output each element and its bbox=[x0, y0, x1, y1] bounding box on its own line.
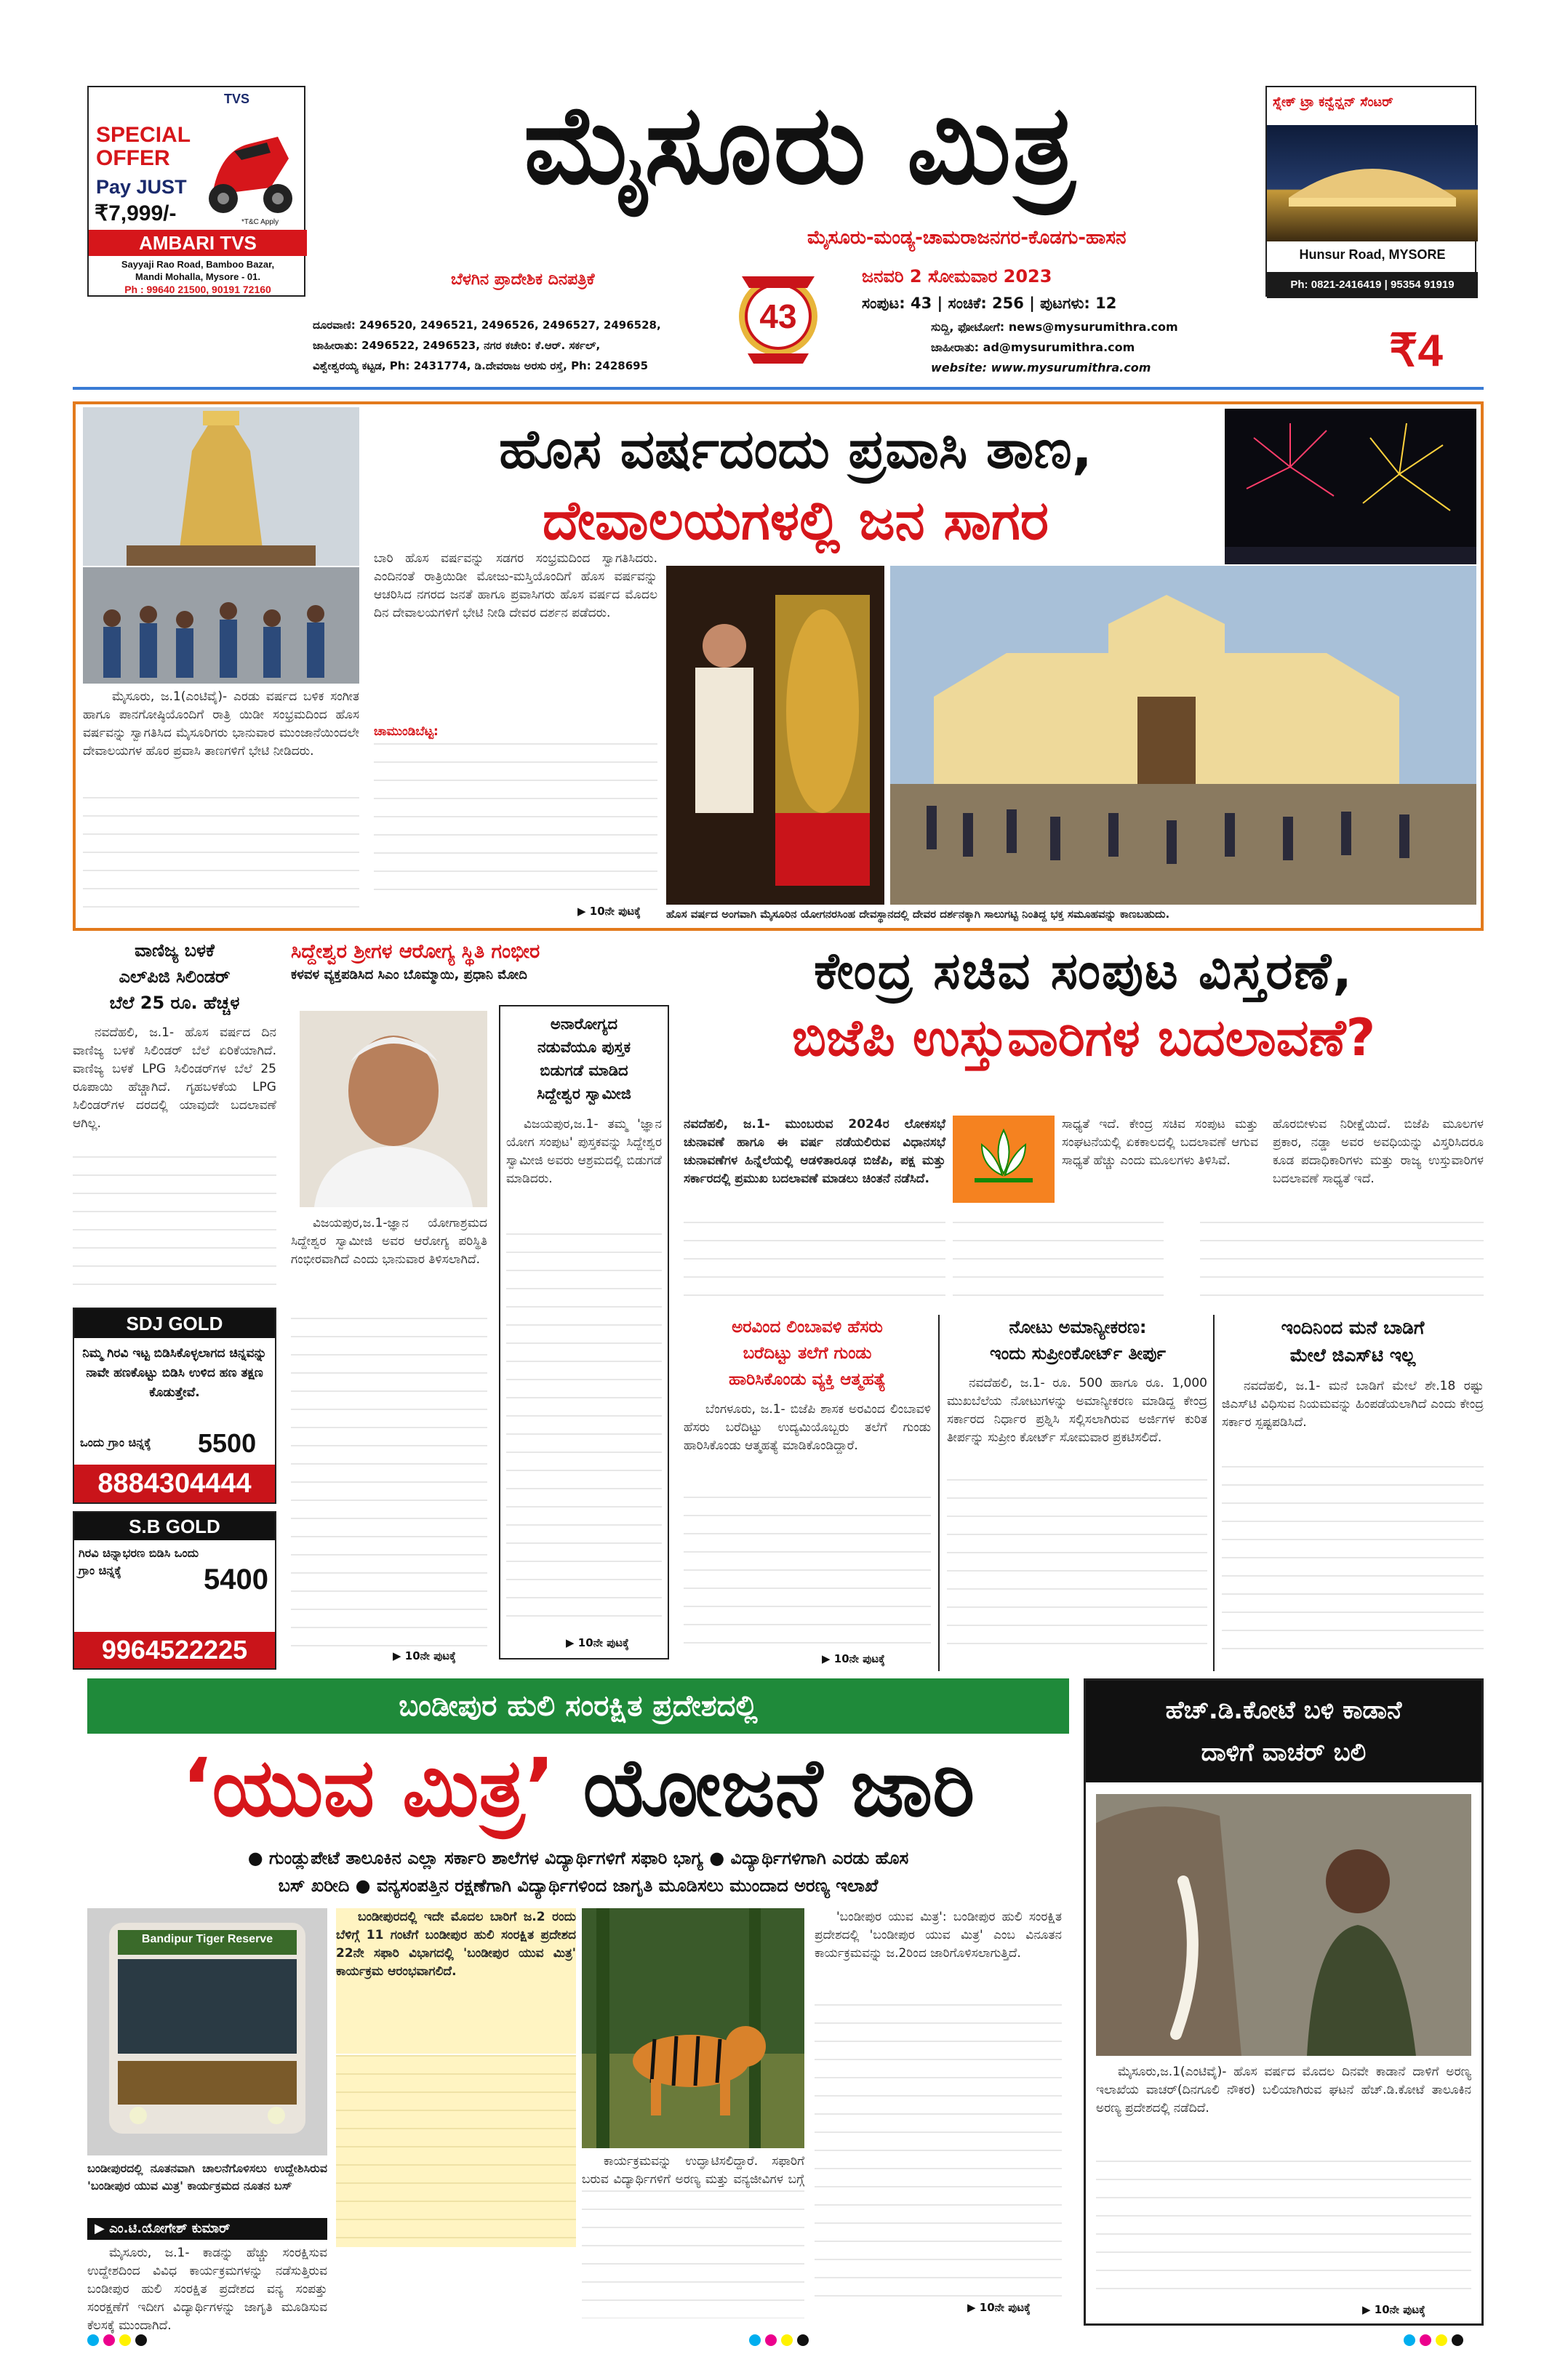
sb-gold-title: S.B GOLD bbox=[74, 1513, 275, 1540]
bandipur-col-2-rest bbox=[336, 2055, 576, 2247]
bandipur-col-3-rest bbox=[582, 2190, 804, 2318]
notes-headline-2: ಇಂದು ಸುಪ್ರೀಂಕೋರ್ಟ್ ತೀರ್ಪು bbox=[990, 1343, 1166, 1364]
limbavali-body-rest bbox=[684, 1497, 931, 1649]
bandipur-col-2: ಬಂಡೀಪುರದಲ್ಲಿ ಇದೇ ಮೊದಲ ಬಾರಿಗೆ ಜ.2 ರಂದು ಬೆಳಿಗ್ಗೆ 11 ಗಂಟೆಗೆ ಬಂಡೀಪುರ ಹುಲಿ ಸಂರಕ್ಷಿತ ಪ್ರದೇಶದ 22ನೇ ಸಫಾರಿ ವಿಭಾಗದಲ್ಲಿ 'ಬಂಡೀಪುರ ಯುವ ಮಿತ್ರ' ಕಾರ್ಯಕ್ರಮ ಆರಂಭವಾಗಲಿದೆ. bbox=[336, 1908, 576, 2054]
book-headline-2: ನಡುವೆಯೂ ಪುಸ್ತಕ bbox=[537, 1038, 631, 1056]
lead-continued[interactable]: ▶ 10ನೇ ಪುಟಕ್ಕೆ bbox=[577, 905, 641, 918]
swamiji-continued[interactable]: ▶ 10ನೇ ಪುಟಕ್ಕೆ bbox=[393, 1649, 456, 1662]
lead-story bbox=[73, 401, 1484, 931]
bandipur-headline-quote: ‘ಯುವ ಮಿತ್ರ’ bbox=[181, 1741, 556, 1834]
book-headline-4: ಸಿದ್ದೇಶ್ವರ ಸ್ವಾಮೀಜಿ bbox=[537, 1085, 631, 1102]
scooter-icon bbox=[198, 108, 300, 217]
anniversary-number: 43 bbox=[759, 297, 797, 335]
ad-amount: ₹7,999/- bbox=[95, 201, 177, 225]
swamiji-continued-label: 10ನೇ ಪುಟಕ್ಕೆ bbox=[404, 1649, 456, 1662]
limbavali-headline-3: ಹಾರಿಸಿಕೊಂಡು ವ್ಯಕ್ತಿ ಆತ್ಮಹತ್ಯೆ bbox=[729, 1370, 886, 1389]
book-continued-label: 10ನೇ ಪುಟಕ್ಕೆ bbox=[577, 1636, 629, 1649]
limbavali-story bbox=[684, 1315, 931, 1671]
sb-gold-ad[interactable] bbox=[73, 1511, 276, 1670]
ad-tvs[interactable] bbox=[87, 86, 305, 297]
fireworks-image bbox=[1225, 409, 1476, 564]
ad-address-2: Mandi Mohalla, Mysore - 01. bbox=[135, 271, 260, 282]
elephant-headline-2: ದಾಳಿಗೆ ವಾಚರ್ ಬಲಿ bbox=[1201, 1738, 1367, 1767]
elephant-continued-label: 10ನೇ ಪುಟಕ್ಕೆ bbox=[1374, 2303, 1425, 2316]
swamiji-story bbox=[291, 938, 669, 1673]
elephant-body-rest bbox=[1096, 2161, 1471, 2299]
limbavali-continued[interactable]: ▶ 10ನೇ ಪುಟಕ್ಕೆ bbox=[822, 1652, 885, 1665]
bandipur-continued[interactable]: ▶ 10ನೇ ಪುಟಕ್ಕೆ bbox=[967, 2301, 1031, 2314]
gas-headline-2: ಎಲ್‌ಪಿಜಿ ಸಿಲಿಂಡರ್ bbox=[119, 966, 231, 987]
districts-line: ಮೈಸೂರು-ಮಂಡ್ಯ-ಚಾಮರಾಜನಗರ-ಕೊಡಗು-ಹಾಸನ bbox=[807, 227, 1127, 249]
cabinet-col-1-rest bbox=[684, 1222, 945, 1309]
newspaper-title: ಮೈಸೂರು ಮಿತ್ರ bbox=[523, 82, 1077, 209]
issue-line: ಸಂಪುಟ: 43 | ಸಂಚಿಕೆ: 256 | ಪುಟಗಳು: 12 bbox=[862, 295, 1117, 312]
cabinet-col-2: ಸಾಧ್ಯತೆ ಇದೆ. ಕೇಂದ್ರ ಸಚಿವ ಸಂಪುಟ ಮತ್ತು ಸಂಘಟನೆಯಲ್ಲಿ ಏಕಕಾಲದಲ್ಲಿ ಬದಲಾವಣೆ ಆಗುವ ಸಾಧ್ಯತೆ ಹೆಚ್ಚು ಎಂದು ಮೂಲಗಳು ತಿಳಿಸಿವೆ. bbox=[1062, 1117, 1258, 1168]
notes-body: ನವದೆಹಲಿ, ಜ.1- ರೂ. 500 ಹಾಗೂ ರೂ. 1,000 ಮುಖಬೆಲೆಯ ನೋಟುಗಳನ್ನು ಅಮಾನ್ಯೀಕರಣ ಮಾಡಿದ್ದ ಕೇಂದ್ರ ಸರ್ಕಾರದ ನಿರ್ಧಾರ ಪ್ರಶ್ನಿಸಿ ಸಲ್ಲಿಸಲಾಗಿರುವ ಅರ್ಜಿಗಳ ಕುರಿತ ತೀರ್ಪನ್ನು ಸುಪ್ರೀಂ ಕೋರ್ಟ್ ಸೋಮವಾರ ಪ್ರಕಟಿಸಲಿದೆ. bbox=[947, 1376, 1207, 1445]
gst-headline-2: ಮೇಲೆ ಜಿಎಸ್‌ಟಿ ಇಲ್ಲ bbox=[1289, 1345, 1416, 1366]
phones-2: ಜಾಹೀರಾತು: 2496522, 2496523, ನಗರ ಕಚೇರಿ: ಕೆ.ಆರ್. ಸರ್ಕಲ್, bbox=[313, 339, 601, 352]
gas-headline-1: ವಾಣಿಜ್ಯ ಬಳಕೆ bbox=[135, 940, 215, 961]
sb-gold-rate: 5400 bbox=[204, 1564, 268, 1596]
deity-priest-image bbox=[666, 566, 884, 905]
ad-tc: *T&C Apply bbox=[241, 218, 279, 226]
tvs-logo: TVS bbox=[224, 92, 250, 106]
bandipur-bullet-row-2: ಬಸ್ ಖರೀದಿ ● ವನ್ಯಸಂಪತ್ತಿನ ರಕ್ಷಣೆಗಾಗಿ ವಿದ್ಯಾರ್ಥಿಗಳಿಂದ ಜಾಗೃತಿ ಮೂಡಿಸಲು ಮುಂದಾದ ಅರಣ್ಯ ಇಲಾಖೆ bbox=[278, 1875, 879, 1896]
bandipur-banner: ಬಂಡೀಪುರ ಹುಲಿ ಸಂರಕ್ಷಿತ ಪ್ರದೇಶದಲ್ಲಿ bbox=[87, 1678, 1069, 1734]
book-body-rest bbox=[506, 1233, 662, 1632]
elephant-story bbox=[1084, 1678, 1484, 2326]
news-email[interactable]: ಸುದ್ದಿ, ಫೋಟೋಗೆ: news@mysurumithra.com bbox=[931, 320, 1178, 334]
bandipur-byline: ▶ ಎಂ.ಟಿ.ಯೋಗೇಶ್ ಕುಮಾರ್ bbox=[87, 2218, 327, 2240]
cmyk-marks-left bbox=[87, 2334, 151, 2349]
bandipur-bullet-1: ಗುಂಡ್ಲುಪೇಟೆ ತಾಲೂಕಿನ ಎಲ್ಲಾ ಸರ್ಕಾರಿ ಶಾಲೆಗಳ ವಿದ್ಯಾರ್ಥಿಗಳಿಗೆ ಸಫಾರಿ ಭಾಗ್ಯ bbox=[269, 1848, 703, 1868]
temple-gopura-image bbox=[83, 407, 359, 566]
elephant-headline-1: ಹೆಚ್.ಡಿ.ಕೋಟೆ ಬಳಿ ಕಾಡಾನೆ bbox=[1165, 1696, 1402, 1725]
bandipur-bullet-2: ವಿದ್ಯಾರ್ಥಿಗಳಿಗಾಗಿ ಎರಡು ಹೊಸ bbox=[730, 1848, 909, 1868]
ad-address-1: Sayyaji Rao Road, Bamboo Bazar, bbox=[121, 259, 275, 270]
gst-headline-1: ಇಂದಿನಿಂದ ಮನೆ ಬಾಡಿಗೆ bbox=[1281, 1317, 1425, 1338]
sdj-gold-rate: 5500 bbox=[198, 1428, 257, 1458]
gas-headline-3: ಬೆಲೆ 25 ರೂ. ಹೆಚ್ಚಳ bbox=[109, 993, 240, 1013]
sdj-gold-text: ನಿಮ್ಮ ಗಿರವಿ ಇಟ್ಟ ಬಿಡಿಸಿಕೊಳ್ಳಲಾಗದ ಚಿನ್ನವನ್ನು ನಾವೇ ಹಣಕೊಟ್ಟು ಬಿಡಿಸಿ ಉಳಿದ ಹಣ ತಕ್ಷಣ ಕೊಡುತ್ತೇವೆ. bbox=[82, 1346, 267, 1400]
ad-pay: Pay JUST bbox=[96, 176, 187, 198]
book-headline-3: ಬಿಡುಗಡೆ ಮಾಡಿದ bbox=[540, 1062, 628, 1079]
sb-gold-text: ಗಿರವಿ ಚಿನ್ನಾಭರಣ ಬಿಡಿಸಿ ಒಂದು ಗ್ರಾಂ ಚಿನ್ನಕ್ಕೆ bbox=[79, 1546, 199, 1577]
bus-caption: ಬಂಡೀಪುರದಲ್ಲಿ ನೂತನವಾಗಿ ಚಾಲನೆಗೊಳಿಸಲು ಉದ್ದೇಶಿಸಿರುವ 'ಬಂಡೀಪುರ ಯುವ ಮಿತ್ರ' ಕಾರ್ಯಕ್ರಮದ ನೂತನ ಬಸ್ bbox=[87, 2161, 327, 2193]
elephant-watcher-photo bbox=[1096, 1794, 1471, 2056]
bandipur-byline-name: ಎಂ.ಟಿ.ಯೋಗೇಶ್ ಕುಮಾರ್ bbox=[109, 2221, 231, 2236]
limbavali-body: ಬೆಂಗಳೂರು, ಜ.1- ಬಿಜೆಪಿ ಶಾಸಕ ಅರವಿಂದ ಲಿಂಬಾವಳಿ ಹೆಸರು ಬರೆದಿಟ್ಟು ಉದ್ಯಮಿಯೊಬ್ಬರು ತಲೆಗೆ ಗುಂಡು ಹಾರಿಸಿಕೊಂಡು ಆತ್ಮಹತ್ಯೆ ಮಾಡಿಕೊಂಡಿದ್ದಾರೆ. bbox=[684, 1402, 931, 1453]
ad-convention-name: ಸ್ನೇಕ್ ಟ್ರಾ ಕನ್ವೆನ್ಷನ್ ಸೆಂಟರ್ bbox=[1273, 95, 1393, 110]
lead-photo-caption: ಹೊಸ ವರ್ಷದ ಅಂಗವಾಗಿ ಮೈಸೂರಿನ ಯೋಗನರಸಿಂಹ ದೇವಸ್ಥಾನದಲ್ಲಿ ದೇವರ ದರ್ಶನಕ್ಕಾಗಿ ಸಾಲುಗಟ್ಟಿ ನಿಂತಿದ್ದ ಭಕ್ತ ಸಮೂಹವನ್ನು ಕಾಣಬಹುದು. bbox=[666, 908, 1170, 921]
elephant-continued[interactable]: ▶ 10ನೇ ಪುಟಕ್ಕೆ bbox=[1362, 2303, 1425, 2316]
anniversary-badge bbox=[735, 262, 822, 371]
swamiji-body: ವಿಜಯಪುರ,ಜ.1-ಜ್ಞಾನ ಯೋಗಾಶ್ರಮದ ಸಿದ್ದೇಶ್ವರ ಸ್ವಾಮೀಜಿ ಅವರ ಆರೋಗ್ಯ ಪರಿಸ್ಥಿತಿ ಗಂಭೀರವಾಗಿದೆ ಎಂದು ಭಾನುವಾರ ತಿಳಿಸಲಾಗಿದೆ. bbox=[291, 1216, 487, 1267]
bandipur-col-4: 'ಬಂಡೀಪುರ ಯುವ ಮಿತ್ರ': ಬಂಡೀಪುರ ಹುಲಿ ಸಂರಕ್ಷಿತ ಪ್ರದೇಶದಲ್ಲಿ 'ಬಂಡೀಪುರ ಯುವ ಮಿತ್ರ' ಎಂಬ ವಿನೂತನ ಕಾರ್ಯಕ್ರಮವನ್ನು ಜ.2ರಿಂದ ಜಾರಿಗೊಳಿಸಲಾಗುತ್ತಿದೆ. bbox=[815, 1910, 1062, 1961]
bandipur-bullet-2b: ಬಸ್ ಖರೀದಿ bbox=[278, 1875, 350, 1896]
bandipur-continued-label: 10ನೇ ಪುಟಕ್ಕೆ bbox=[979, 2301, 1031, 2314]
cmyk-marks-right bbox=[1404, 2334, 1468, 2349]
temple-queue-image bbox=[890, 566, 1476, 905]
masthead-rule bbox=[73, 387, 1484, 390]
cabinet-col-2-rest bbox=[953, 1222, 1164, 1309]
sdj-gold-phone: 8884304444 bbox=[74, 1465, 275, 1502]
notes-headline-1: ನೋಟು ಅಮಾನ್ಯೀಕರಣ: bbox=[1009, 1317, 1147, 1337]
lead-col-1-rest bbox=[83, 797, 359, 921]
bjp-lotus-logo bbox=[953, 1116, 1055, 1203]
elephant-body: ಮೈಸೂರು,ಜ.1(ಎಂಟಿವೈ)- ಹೊಸ ವರ್ಷದ ಮೊದಲ ದಿನವೇ ಕಾಡಾನೆ ದಾಳಿಗೆ ಅರಣ್ಯ ಇಲಾಖೆಯ ವಾಚರ್(ದಿನಗೂಲಿ ನೌಕರ) ಬಲಿಯಾಗಿರುವ ಘಟನೆ ಹೆಚ್.ಡಿ.ಕೋಟೆ ತಾಲೂಕಿನ ಅರಣ್ಯ ಪ್ರದೇಶದಲ್ಲಿ ನಡೆದಿದೆ. bbox=[1096, 2065, 1471, 2115]
notes-story bbox=[938, 1315, 1215, 1671]
bandipur-col-3: ಕಾರ್ಯಕ್ರಮವನ್ನು ಉದ್ಘಾಟಿಸಲಿದ್ದಾರೆ. ಸಫಾರಿಗೆ ಬರುವ ವಿದ್ಯಾರ್ಥಿಗಳಿಗೆ ಅರಣ್ಯ ಮತ್ತು ವನ್ಯಜೀವಿಗಳ ಬಗ್ಗೆ bbox=[582, 2154, 804, 2187]
lead-col-1: ಮೈಸೂರು, ಜ.1(ಎಂಟಿವೈ)- ಎರಡು ವರ್ಷದ ಬಳಿಕ ಸಂಗೀತ ಹಾಗೂ ಪಾನಗೋಷ್ಠಿಯೊಂದಿಗೆ ರಾತ್ರಿ ಯಿಡೀ ಸಂಭ್ರಮದಿಂದ ಹೊಸ ವರ್ಷವನ್ನು ಸ್ವಾಗತಿಸಿದ ಮೈಸೂರಿಗರು ಭಾನುವಾರ ಮುಂಜಾನೆಯಿಂದಲೇ ದೇವಾಲಯಗಳ ಹೊರ ಪ್ರವಾಸಿ ತಾಣಗಳಿಗೆ ಭೇಟಿ ನೀಡಿದರು. bbox=[83, 689, 359, 758]
lead-col-2: ಬಾರಿ ಹೊಸ ವರ್ಷವನ್ನು ಸಡಗರ ಸಂಭ್ರಮದಿಂದ ಸ್ವಾಗತಿಸಿದರು. ಎಂದಿನಂತೆ ರಾತ್ರಿಯಿಡೀ ಮೋಜು-ಮಸ್ತಿಯೊಂದಿಗೆ ಹೊಸ ವರ್ಷವನ್ನು ಆಚರಿಸಿದ ನಗರದ ಜನತೆ ಹಾಗೂ ಪ್ರವಾಸಿಗರು ಹೊಸ ವರ್ಷದ ಮೊದಲ ದಿನ ದೇವಾಲಯಗಳಿಗೆ ಭೇಟಿ ನೀಡಿ ದೇವರ ದರ್ಶನ ಪಡೆದರು. bbox=[374, 551, 657, 620]
bandipur-bullets bbox=[87, 1844, 1069, 1899]
lead-headline-1: ಹೊಸ ವರ್ಷದಂದು ಪ್ರವಾಸಿ ತಾಣ, bbox=[499, 418, 1092, 481]
book-story bbox=[499, 1005, 669, 1660]
cabinet-headline-1: ಕೇಂದ್ರ ಸಚಿವ ಸಂಪುಟ ವಿಸ್ತರಣೆ, bbox=[814, 941, 1353, 1001]
lead-headline-2: ದೇವಾಲಯಗಳಲ್ಲಿ ಜನ ಸಾಗರ bbox=[542, 489, 1049, 552]
gst-body: ನವದೆಹಲಿ, ಜ.1- ಮನೆ ಬಾಡಿಗೆ ಮೇಲೆ ಶೇ.18 ರಷ್ಟು ಜಿಎಸ್‌ಟಿ ವಿಧಿಸುವ ನಿಯಮವನ್ನು ಹಿಂಪಡೆಯಲಾಗಿದೆ ಎಂದು ಕೇಂದ್ರ ಸರ್ಕಾರ ಸ್ಪಷ್ಟಪಡಿಸಿದೆ. bbox=[1222, 1379, 1484, 1430]
bus-sign: Bandipur Tiger Reserve bbox=[141, 1933, 273, 1945]
sdj-gold-rate-label: ಒಂದು ಗ್ರಾಂ ಚಿನ್ನಕ್ಕೆ bbox=[80, 1436, 151, 1449]
bandipur-col-1: ಮೈಸೂರು, ಜ.1- ಕಾಡನ್ನು ಹೆಚ್ಚು ಸಂರಕ್ಷಿಸುವ ಉದ್ದೇಶದಿಂದ ವಿವಿಧ ಕಾರ್ಯಕ್ರಮಗಳನ್ನು ನಡೆಸುತ್ತಿರುವ ಬಂಡೀಪುರ ಹುಲಿ ಸಂರಕ್ಷಿತ ಪ್ರದೇಶದ ವನ್ಯ ಸಂಪತ್ತು ಸಂರಕ್ಷಣೆಗೆ ಇದೀಗ ವಿದ್ಯಾರ್ಥಿಗಳನ್ನು ಜಾಗೃತಿ ಮೂಡಿಸುವ ಕೆಲಸಕ್ಕೆ ಮುಂದಾಗಿದೆ. bbox=[87, 2246, 327, 2333]
swamiji-photo bbox=[300, 1011, 487, 1207]
lead-col-2-rest bbox=[374, 743, 657, 902]
cabinet-story bbox=[684, 938, 1484, 1222]
gst-body-rest bbox=[1222, 1466, 1484, 1655]
notes-body-rest bbox=[947, 1479, 1207, 1654]
ad-dealer: AMBARI TVS bbox=[89, 230, 307, 256]
gas-body: ನವದೆಹಲಿ, ಜ.1- ಹೊಸ ವರ್ಷದ ದಿನ ವಾಣಿಜ್ಯ ಬಳಕೆ ಸಿಲಿಂಡರ್ ಬೆಲೆ ಏರಿಕೆಯಾಗಿದೆ. ವಾಣಿಜ್ಯ ಬಳಕೆ LPG ಸಿಲಿಂಡರ್‌ಗಳ ಬೆಲೆ 25 ರೂಪಾಯಿ ಹೆಚ್ಚಾಗಿದೆ. ಗೃಹಬಳಕೆಯ LPG ಸಿಲಿಂಡರ್‌ಗಳ ದರದಲ್ಲಿ ಯಾವುದೇ ಬದಲಾವಣೆ ಆಗಿಲ್ಲ. bbox=[73, 1025, 276, 1131]
sdj-gold-title: SDJ GOLD bbox=[74, 1309, 275, 1338]
price: ₹4 bbox=[1389, 326, 1443, 376]
tagline: ಬೆಳಗಿನ ಪ್ರಾದೇಶಿಕ ದಿನಪತ್ರಿಕೆ bbox=[451, 271, 595, 289]
book-headline-1: ಅನಾರೋಗ್ಯದ bbox=[550, 1015, 618, 1033]
cabinet-col-1: ನವದೆಹಲಿ, ಜ.1- ಮುಂಬರುವ 2024ರ ಲೋಕಸಭೆ ಚುನಾವಣೆ ಹಾಗೂ ಈ ವರ್ಷ ನಡೆಯಲಿರುವ ವಿಧಾನಸಭೆ ಚುನಾವಣೆಗಳ ಹಿನ್ನೆಲೆಯಲ್ಲಿ ಆಡಳಿತಾರೂಢ ಬಿಜೆಪಿ, ಪಕ್ಷ ಮತ್ತು ಸರ್ಕಾರದಲ್ಲಿ ಪ್ರಮುಖ ಬದಲಾವಣೆ ಮಾಡಲು ಚಿಂತನೆ ನಡೆಸಿದೆ. bbox=[684, 1117, 945, 1186]
ad-convention-place: Hunsur Road, MYSORE bbox=[1299, 247, 1446, 262]
swamiji-body-rest bbox=[291, 1318, 487, 1648]
gst-story bbox=[1222, 1315, 1484, 1671]
cabinet-col-3-rest bbox=[1200, 1222, 1484, 1309]
cmyk-marks-center bbox=[749, 2334, 813, 2349]
sdj-gold-ad[interactable] bbox=[73, 1308, 276, 1504]
swamiji-headline: ಸಿದ್ದೇಶ್ವರ ಶ್ರೀಗಳ ಆರೋಗ್ಯ ಸ್ಥಿತಿ ಗಂಭೀರ bbox=[291, 940, 540, 963]
gas-story bbox=[73, 938, 276, 1302]
sb-gold-phone: 9964522225 bbox=[74, 1632, 275, 1668]
book-body: ವಿಜಯಪುರ,ಜ.1- ತಮ್ಮ 'ಜ್ಞಾನ ಯೋಗ ಸಂಪುಟ' ಪುಸ್ತಕವನ್ನು ಸಿದ್ದೇಶ್ವರ ಸ್ವಾಮೀಜಿ ಅವರು ಆಶ್ರಮದಲ್ಲಿ ಬಿಡುಗಡೆ ಮಾಡಿದರು. bbox=[506, 1117, 662, 1186]
ad-convention[interactable] bbox=[1265, 86, 1476, 297]
website[interactable]: website: www.mysurumithra.com bbox=[931, 361, 1151, 375]
tiger-image bbox=[582, 1908, 804, 2148]
bandipur-col-4-rest bbox=[815, 2004, 1062, 2298]
limbavali-headline-1: ಅರವಿಂದ ಲಿಂಬಾವಳಿ ಹೆಸರು bbox=[732, 1318, 883, 1337]
ad-email[interactable]: ಜಾಹೀರಾತು: ad@mysurumithra.com bbox=[931, 340, 1135, 354]
phones-3: ವಿಶ್ವೇಶ್ವರಯ್ಯ ಕಟ್ಟಡ, Ph: 2431774, ಡಿ.ದೇವರಾಜ ಅರಸು ರಸ್ತೆ, Ph: 2428695 bbox=[313, 359, 649, 372]
limbavali-headline-2: ಬರೆದಿಟ್ಟು ತಲೆಗೆ ಗುಂಡು bbox=[743, 1344, 872, 1363]
ad-convention-phone: Ph: 0821-2416419 | 95354 91919 bbox=[1267, 272, 1478, 298]
bandipur-headline bbox=[87, 1737, 1069, 1838]
masthead bbox=[0, 0, 1568, 393]
issue-date: ಜನವರಿ 2 ಸೋಮವಾರ 2023 bbox=[862, 266, 1052, 287]
cabinet-headline-2: ಬಿಜೆಪಿ ಉಸ್ತುವಾರಿಗಳ ಬದಲಾವಣೆ? bbox=[791, 1008, 1376, 1068]
lead-col-2-section-label: ಚಾಮುಂಡಿಬೆಟ್ಟ: bbox=[374, 724, 439, 739]
bandipur-headline-rest: ಯೋಜನೆ ಜಾರಿ bbox=[583, 1741, 975, 1834]
phones-1: ದೂರವಾಣಿ: 2496520, 2496521, 2496526, 2496527, 2496528, bbox=[313, 319, 661, 332]
swamiji-subhead: ಕಳವಳ ವ್ಯಕ್ತಪಡಿಸಿದ ಸಿಎಂ ಬೊಮ್ಮಾಯಿ, ಪ್ರಧಾನಿ ಮೋದಿ bbox=[291, 967, 527, 982]
ad-offer: SPECIAL OFFER bbox=[96, 123, 191, 170]
lead-continued-label: 10ನೇ ಪುಟಕ್ಕೆ bbox=[589, 905, 641, 918]
book-continued[interactable]: ▶ 10ನೇ ಪುಟಕ್ಕೆ bbox=[566, 1636, 629, 1649]
limbavali-continued-label: 10ನೇ ಪುಟಕ್ಕೆ bbox=[833, 1652, 885, 1665]
ad-phone: Ph : 99640 21500, 90191 72160 bbox=[124, 284, 271, 295]
cabinet-col-3: ಹೊರಬೀಳುವ ನಿರೀಕ್ಷೆಯಿದೆ. ಬಿಜೆಪಿ ಮೂಲಗಳ ಪ್ರಕಾರ, ನಡ್ಡಾ ಅವರ ಅವಧಿಯನ್ನು ವಿಸ್ತರಿಸಿದರೂ ಕೂಡ ಪದಾಧಿಕಾರಿಗಳು ಮತ್ತು ರಾಜ್ಯ ಉಸ್ತುವಾರಿಗಳ ಬದಲಾವಣೆ ಸಾಧ್ಯತೆ ಇದೆ. bbox=[1273, 1117, 1484, 1186]
gas-body-rest bbox=[73, 1156, 276, 1298]
convention-hall-image bbox=[1267, 125, 1478, 241]
bandipur-bullet-row-1: ● ಗುಂಡ್ಲುಪೇಟೆ ತಾಲೂಕಿನ ಎಲ್ಲಾ ಸರ್ಕಾರಿ ಶಾಲೆಗಳ ವಿದ್ಯಾರ್ಥಿಗಳಿಗೆ ಸಫಾರಿ ಭಾಗ್ಯ ● ವಿದ್ಯಾರ್ಥಿಗಳಿಗಾಗಿ ಎರಡು ಹೊಸ bbox=[247, 1848, 909, 1868]
bandipur-bullet-3: ವನ್ಯಸಂಪತ್ತಿನ ರಕ್ಷಣೆಗಾಗಿ ವಿದ್ಯಾರ್ಥಿಗಳಿಂದ ಜಾಗೃತಿ ಮೂಡಿಸಲು ಮುಂದಾದ ಅರಣ್ಯ ಇಲಾಖೆ bbox=[376, 1875, 879, 1896]
crowd-image bbox=[83, 567, 359, 684]
